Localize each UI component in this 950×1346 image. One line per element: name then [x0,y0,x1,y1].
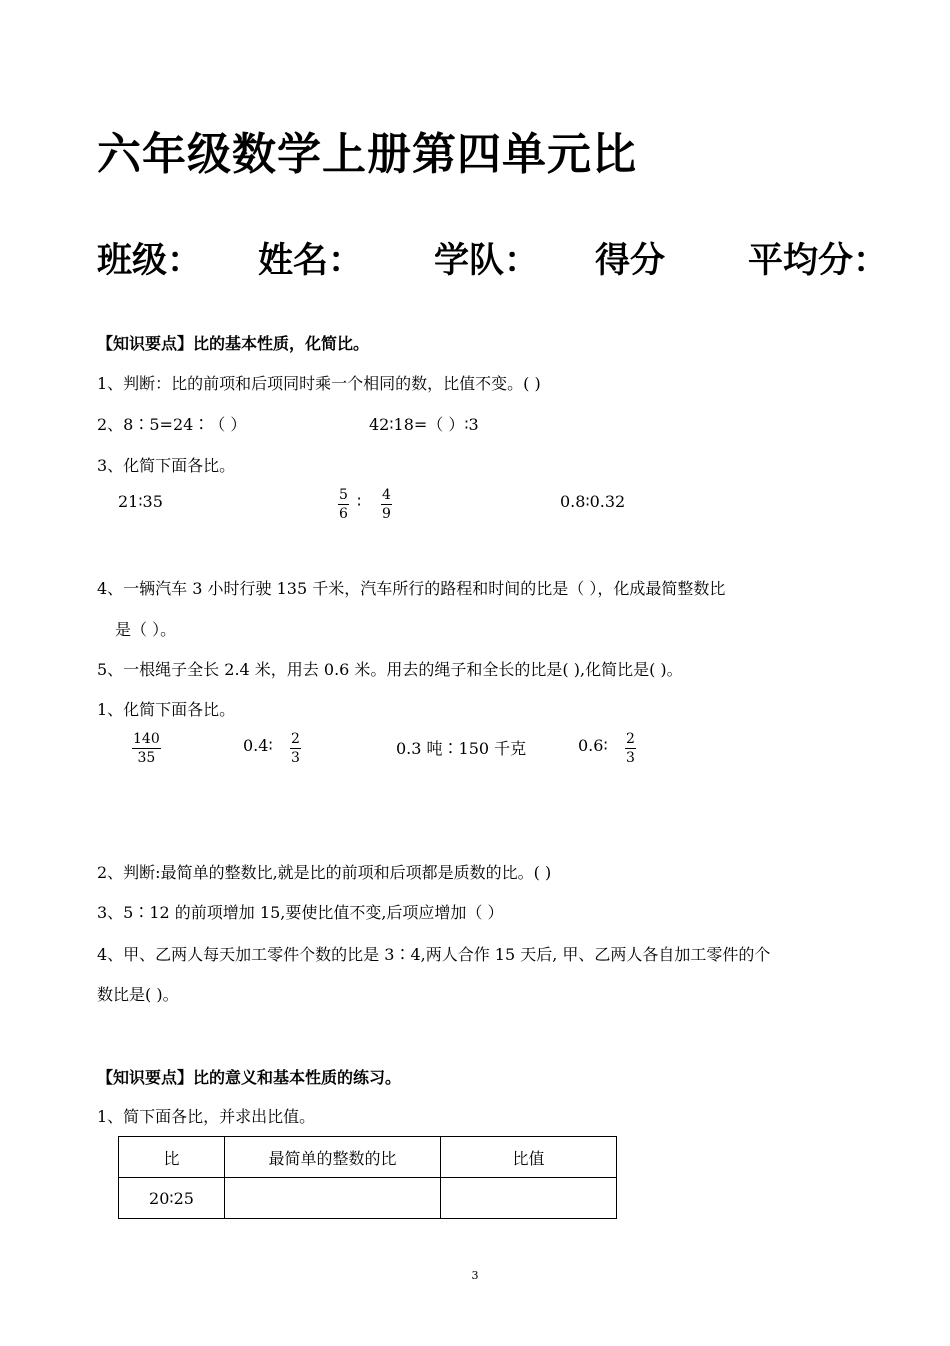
table-cell: 20∶25 [119,1178,225,1219]
table-cell-answer[interactable] [225,1178,441,1219]
question-4-line-1: 4、一辆汽车 3 小时行驶 135 千米，汽车所行的路程和时间的比是（ ），化成最简整数比 [97,579,726,598]
fraction-denominator: 35 [137,750,156,766]
question-9-line-2: 数比是( )。 [97,985,179,1004]
fraction-numerator: 2 [626,731,635,747]
question-6: 1、化简下面各比。 [97,700,236,719]
question-2b: 42∶18=（ ）∶3 [369,415,479,434]
score-label: 得分 [595,241,666,281]
fraction-denominator: 3 [626,750,635,766]
table-header-cell: 比值 [441,1137,617,1178]
q6-item-d-fraction [625,731,636,766]
fraction-numerator: 5 [339,487,348,503]
section2-heading: 【知识要点】比的意义和基本性质的练习。 [97,1068,402,1087]
table-cell-answer[interactable] [441,1178,617,1219]
table-row [119,1178,617,1219]
class-label: 班级： [97,241,203,281]
table-header-cell: 最简单的整数的比 [225,1137,441,1178]
q3-item-a: 21∶35 [118,492,163,511]
average-label: 平均分： [748,241,889,281]
fraction-numerator: 140 [133,731,160,747]
q6-item-a-fraction [132,731,161,766]
ratio-table [118,1136,617,1219]
name-label: 姓名： [258,241,364,281]
q3-item-b-separator: ∶ [357,492,362,511]
fraction-denominator: 3 [291,750,300,766]
q6-item-b-fraction [290,731,301,766]
question-9-line-1: 4、甲、乙两人每天加工零件个数的比是 3∶4,两人合作 15 天后, 甲、乙两人各自加工零件的个 [97,945,771,964]
table-header-cell: 比 [119,1137,225,1178]
fraction-denominator: 6 [339,506,348,522]
question-5: 5、一根绳子全长 2.4 米，用去 0.6 米。用去的绳子和全长的比是( ),化简比是( )。 [97,660,683,679]
question-7: 2、判断:最简单的整数比,就是比的前项和后项都是质数的比。( ) [97,863,552,882]
q6-item-c: 0.3 吨∶150 千克 [396,739,527,758]
fraction-numerator: 4 [382,487,391,503]
table-header-row [119,1137,617,1178]
section1-heading: 【知识要点】比的基本性质，化简比。 [97,334,370,353]
q6-item-d-text: 0.6∶ [578,736,608,755]
fraction-denominator: 9 [382,506,391,522]
q3-item-c: 0.8∶0.32 [560,492,626,511]
q3-item-b-fraction-2 [381,487,392,522]
q6-item-b-text: 0.4∶ [243,736,273,755]
question-8: 3、5∶12 的前项增加 15,要使比值不变,后项应增加（ ） [97,903,504,922]
question-2a: 2、8∶5=24∶（ ） [97,415,247,434]
team-label: 学队： [434,241,540,281]
question-4-line-2: 是（ ）。 [115,620,177,639]
question-3: 3、化简下面各比。 [97,456,236,475]
question-1: 1、判断：比的前项和后项同时乘一个相同的数，比值不变。( ) [97,374,541,393]
page-number: 3 [471,1269,479,1282]
fraction-numerator: 2 [291,731,300,747]
q3-item-b-fraction-1 [338,487,349,522]
page-title: 六年级数学上册第四单元比 [97,129,637,180]
section2-question-1: 1、简下面各比，并求出比值。 [97,1107,316,1126]
